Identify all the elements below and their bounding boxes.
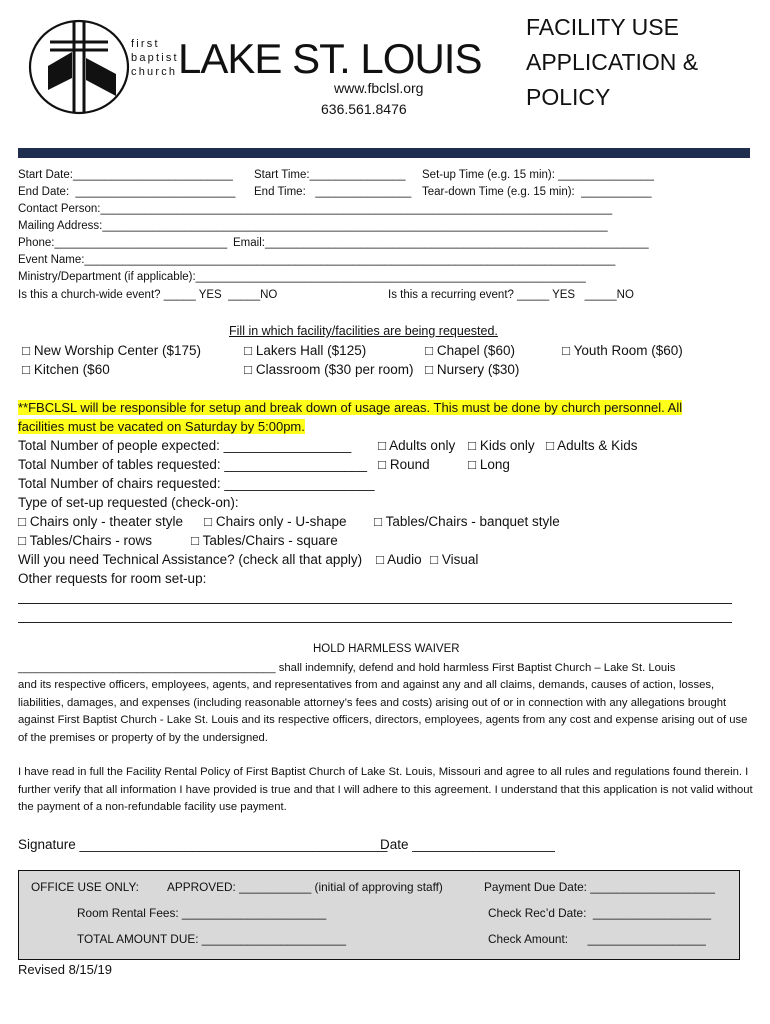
checkbox-audio[interactable]: □ Audio: [376, 552, 422, 567]
office-use-box: [18, 870, 740, 960]
check-received-date-field[interactable]: Check Rec’d Date: __________________: [488, 906, 712, 920]
start-date-field[interactable]: Start Date:_________________________: [18, 169, 233, 181]
waiver-body: and its respective officers, employees, agents, and representatives from and against any and all claims, demands, causes of action, losses, liabilities, damages, and expenses (including reasonable attorney’s fees and costs) arising out of or in connection with any allegations brought against First Baptist Church - Lake St. Louis and its respective officers, directors, employees, agents from any cost and expense arising out of use of the premises or property of by the undersigned.: [18, 679, 748, 744]
other-requests-label: Other requests for room set-up:: [18, 571, 207, 586]
tables-requested-field[interactable]: Total Number of tables requested: ___________________: [18, 457, 368, 472]
logo-line-baptist: baptist: [131, 52, 179, 64]
logo-wordmark: LAKE ST. LOUIS: [178, 35, 482, 82]
approved-field[interactable]: APPROVED: ___________ (initial of approving staff): [167, 880, 443, 894]
website-link[interactable]: www.fbclsl.org: [334, 80, 424, 96]
checkbox-round[interactable]: □ Round: [378, 457, 430, 472]
checkbox-tables-banquet[interactable]: □ Tables/Chairs - banquet style: [374, 514, 560, 529]
facilities-heading: Fill in which facility/facilities are being requested.: [229, 324, 498, 338]
start-time-field[interactable]: Start Time:_______________: [254, 169, 406, 181]
technical-assistance-label: Will you need Technical Assistance? (check all that apply): [18, 552, 363, 567]
checkbox-new-worship-center[interactable]: □ New Worship Center ($175): [22, 343, 201, 358]
checkbox-adults-kids[interactable]: □ Adults & Kids: [546, 438, 638, 453]
phone-field[interactable]: Phone:___________________________: [18, 237, 228, 249]
waiver-first-line[interactable]: _________________________________________ shall indemnify, defend and hold harmless First Baptist Church – Lake St. Louis: [18, 662, 676, 674]
people-expected-field[interactable]: Total Number of people expected: _________________: [18, 438, 352, 453]
end-time-field[interactable]: End Time: _______________: [254, 186, 412, 198]
checkbox-nursery[interactable]: □ Nursery ($30): [425, 362, 520, 377]
payment-due-date-field[interactable]: Payment Due Date: ___________________: [484, 880, 715, 894]
other-requests-line-2[interactable]: [18, 622, 732, 623]
checkbox-chapel[interactable]: □ Chapel ($60): [425, 343, 515, 358]
logo-line-church: church: [131, 66, 178, 78]
room-rental-fees-field[interactable]: Room Rental Fees: ______________________: [77, 906, 327, 920]
contact-person-field[interactable]: Contact Person:________________________________________________________________________________: [18, 203, 613, 215]
checkbox-tables-rows[interactable]: □ Tables/Chairs - rows: [18, 533, 152, 548]
checkbox-chairs-ushape[interactable]: □ Chairs only - U-shape: [204, 514, 347, 529]
notice-line-1: **FBCLSL will be responsible for setup and break down of usage areas. This must be done by church personnel. All: [18, 400, 683, 415]
event-name-field[interactable]: Event Name:___________________________________________________________________________________: [18, 254, 616, 266]
checkbox-kids-only[interactable]: □ Kids only: [468, 438, 535, 453]
header-divider: [18, 148, 750, 158]
signature-field[interactable]: Signature _________________________________________: [18, 837, 388, 852]
recurring-field[interactable]: Is this a recurring event? _____ YES _____NO: [388, 289, 634, 301]
email-field[interactable]: Email:____________________________________________________________: [233, 237, 649, 249]
phone-number: 636.561.8476: [321, 101, 407, 117]
notice-line-2: facilities must be vacated on Saturday by 5:00pm.: [18, 419, 305, 434]
setup-type-heading: Type of set-up requested (check-on):: [18, 495, 239, 510]
checkbox-long[interactable]: □ Long: [468, 457, 510, 472]
office-use-label: OFFICE USE ONLY:: [31, 880, 139, 894]
church-wide-field[interactable]: Is this a church-wide event? _____ YES _____NO: [18, 289, 278, 301]
checkbox-visual[interactable]: □ Visual: [430, 552, 479, 567]
checkbox-classroom[interactable]: □ Classroom ($30 per room): [244, 362, 414, 377]
signature-date-field[interactable]: Date ___________________: [380, 837, 555, 852]
waiver-heading: HOLD HARMLESS WAIVER: [313, 643, 460, 655]
total-amount-due-field[interactable]: TOTAL AMOUNT DUE: ______________________: [77, 932, 347, 946]
end-date-field[interactable]: End Date: _________________________: [18, 186, 236, 198]
checkbox-chairs-theater[interactable]: □ Chairs only - theater style: [18, 514, 183, 529]
agreement-paragraph: I have read in full the Facility Rental Policy of First Baptist Church of Lake St. Louis, Missouri and agree to all rules and regulations found therein. I further verify that all information I have provided is true and that I will adhere to this agreement. I understand that this application is not valid without the payment of a non-refundable facility use payment.: [18, 766, 753, 813]
other-requests-line-1[interactable]: [18, 603, 732, 604]
logo-line-first: first: [131, 38, 160, 50]
revision-date: Revised 8/15/19: [18, 962, 112, 977]
document-title: FACILITY USE APPLICATION & POLICY: [526, 14, 699, 110]
teardown-time-field[interactable]: Tear-down Time (e.g. 15 min): ___________: [422, 186, 652, 198]
checkbox-youth-room[interactable]: □ Youth Room ($60): [562, 343, 683, 358]
checkbox-tables-square[interactable]: □ Tables/Chairs - square: [191, 533, 338, 548]
checkbox-lakers-hall[interactable]: □ Lakers Hall ($125): [244, 343, 367, 358]
checkbox-kitchen[interactable]: □ Kitchen ($60: [22, 362, 110, 377]
check-amount-field[interactable]: Check Amount: __________________: [488, 932, 706, 946]
chairs-requested-field[interactable]: Total Number of chairs requested: ____________________: [18, 476, 375, 491]
mailing-address-field[interactable]: Mailing Address:_______________________________________________________________________________: [18, 220, 608, 232]
ministry-field[interactable]: Ministry/Department (if applicable):_____________________________________________________________: [18, 271, 586, 283]
church-logo: [28, 18, 130, 116]
checkbox-adults-only[interactable]: □ Adults only: [378, 438, 456, 453]
setup-time-field[interactable]: Set-up Time (e.g. 15 min): _______________: [422, 169, 655, 181]
